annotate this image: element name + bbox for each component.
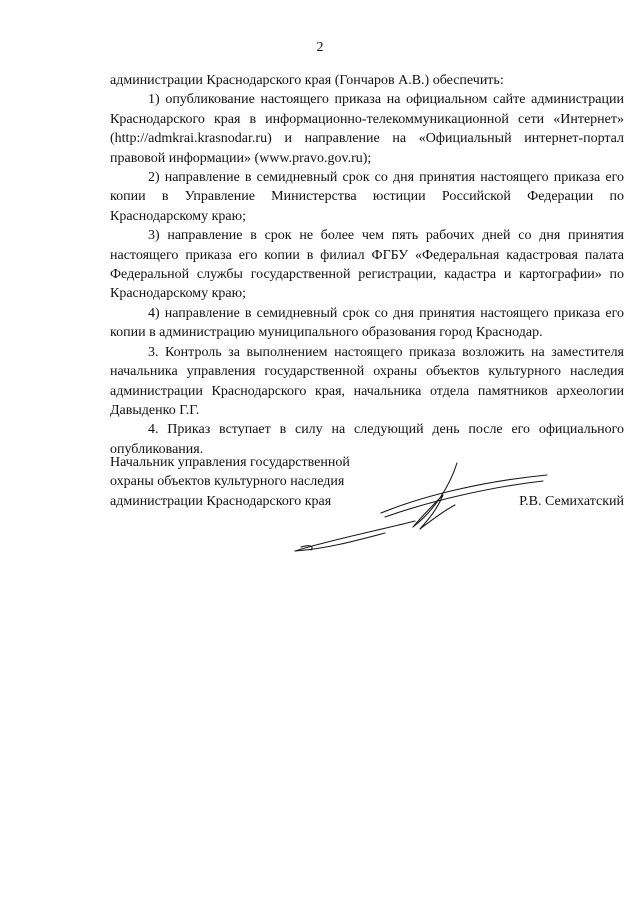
paragraph-item-3: 3) направление в срок не более чем пять рабочих дней со дня принятия настоящего приказа его копии в филиал ФГБУ «Федеральная кадастровая палата Федеральной службы государственной регистрации, кадастра и картографии» по Краснодарскому краю; <box>110 228 624 302</box>
signatory-title-line-2: охраны объектов культурного наследия <box>110 474 345 490</box>
signatory-title-line-3: администрации Краснодарского края <box>110 493 332 509</box>
signatory-name: Р.В. Семихатский <box>519 493 624 509</box>
paragraph-effective-clause: 4. Приказ вступает в силу на следующий день после его официального опубликования. <box>110 422 624 457</box>
handwritten-signature <box>285 455 560 560</box>
paragraph-item-2: 2) направление в семидневный срок со дня принятия настоящего приказа его копии в Управление Министерства юстиции Российской Федерации по Краснодарскому краю; <box>110 170 624 224</box>
paragraph-control-clause: 3. Контроль за выполнением настоящего приказа возложить на заместителя начальника управления государственной охраны объектов культурного наследия администрации Краснодарского края, начальника отдела памятников археологии Давыденко Г.Г. <box>110 344 624 418</box>
signatory-title-line-1: Начальник управления государственной <box>110 455 350 470</box>
document-body <box>110 71 624 459</box>
paragraph-intro: администрации Краснодарского края (Гончаров А.В.) обеспечить: <box>110 73 504 88</box>
page-number: 2 <box>316 40 324 55</box>
paragraph-item-1: 1) опубликование настоящего приказа на официальном сайте администрации Краснодарского края в информационно-телекоммуникационной сети «Интернет» (http://admkrai.krasnodar.ru) и направление на «Официальный интернет-портал правовой информации» (www.pravo.gov.ru); <box>110 92 624 166</box>
paragraph-item-4: 4) направление в семидневный срок со дня принятия настоящего приказа его копии в администрацию муниципального образования город Краснодар. <box>110 305 624 341</box>
